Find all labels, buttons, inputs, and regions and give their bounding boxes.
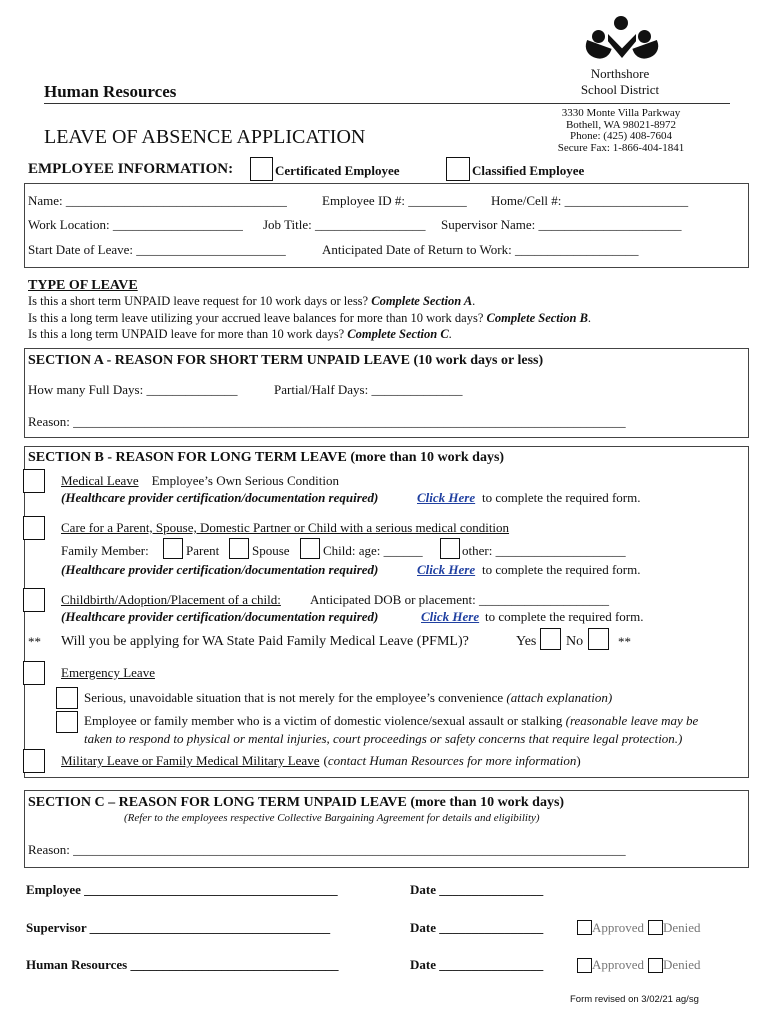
supervisor-date-field[interactable]: Date ________________ — [410, 920, 544, 935]
home-cell-field[interactable]: Home/Cell #: ___________________ — [491, 193, 689, 208]
supervisor-name-field[interactable]: Supervisor Name: ______________________ — [441, 217, 682, 232]
type-question-3-action: Complete Section C — [347, 327, 449, 341]
certificated-label: Certificated Employee — [275, 163, 400, 178]
employee-signature-field[interactable]: Employee _______________________________________ — [26, 882, 338, 897]
district-address — [548, 108, 694, 154]
other-checkbox[interactable] — [440, 538, 460, 559]
pfml-no-checkbox[interactable] — [588, 628, 609, 650]
care-click-here-link[interactable]: Click Here — [417, 562, 476, 577]
header-rule — [44, 103, 730, 104]
hr-approved-checkbox[interactable] — [577, 958, 592, 973]
district-name — [560, 66, 680, 98]
name-field[interactable]: Name: __________________________________ — [28, 193, 287, 208]
military-leave-row — [61, 753, 581, 769]
child-age-field[interactable]: Child: age: ______ — [323, 543, 423, 558]
partial-days-field[interactable]: Partial/Half Days: ______________ — [274, 382, 463, 397]
hr-denied-checkbox[interactable] — [648, 958, 663, 973]
type-question-1-text: Is this a short term UNPAID leave request for 10 work days or less? — [28, 294, 369, 308]
type-question-3-period: . — [448, 327, 452, 341]
hr-approved-label: Approved — [592, 957, 644, 972]
military-leave-checkbox[interactable] — [23, 749, 45, 773]
child-checkbox[interactable] — [300, 538, 320, 559]
work-location-field[interactable]: Work Location: ____________________ — [28, 217, 243, 232]
section-c-reason-field[interactable]: Reason: _____________________________________________________________________________________ — [28, 842, 626, 857]
type-question-2-text: Is this a long term leave utilizing your accrued leave balances for more than 10 work days? — [28, 311, 484, 325]
childbirth-cert-note: (Healthcare provider certification/documentation required) — [61, 609, 379, 624]
phone-number: Phone: (425) 408-7604 — [569, 130, 673, 142]
supervisor-approved-checkbox[interactable] — [577, 920, 592, 935]
medical-leave-checkbox[interactable] — [23, 469, 45, 493]
parent-label: Parent — [186, 543, 220, 558]
medical-click-here-link[interactable]: Click Here — [417, 490, 476, 505]
military-leave-label: Military Leave or Family Medical Military Leave — [61, 753, 320, 768]
anticipated-dob-field[interactable]: Anticipated DOB or placement: ____________________ — [310, 592, 609, 607]
supervisor-denied-label: Denied — [663, 920, 701, 935]
childbirth-label: Childbirth/Adoption/Placement of a child: — [61, 592, 281, 607]
emergency-serious-row — [84, 690, 612, 706]
employee-info-heading: EMPLOYEE INFORMATION: — [28, 161, 234, 177]
classified-label: Classified Employee — [472, 163, 585, 178]
hr-signature-field[interactable]: Human Resources ________________________________ — [26, 957, 339, 972]
care-complete-form: to complete the required form. — [482, 562, 641, 577]
emergency-serious-note: (attach explanation) — [506, 690, 613, 705]
hr-date-field[interactable]: Date ________________ — [410, 957, 544, 972]
return-date-field[interactable]: Anticipated Date of Return to Work: ___________________ — [322, 242, 639, 257]
pfml-marker-end: ** — [618, 634, 631, 649]
pfml-no-label: No — [566, 634, 584, 649]
emergency-dv-note-b: taken to respond to physical or mental injuries, court proceedings or safety concerns that require legal protection.) — [84, 731, 683, 746]
section-c-heading: SECTION C – REASON FOR LONG TERM UNPAID LEAVE (more than 10 work days) — [28, 795, 565, 810]
classified-checkbox[interactable] — [446, 157, 470, 181]
parent-checkbox[interactable] — [163, 538, 183, 559]
supervisor-denied-checkbox[interactable] — [648, 920, 663, 935]
hr-denied-label: Denied — [663, 957, 701, 972]
military-paren-open: ( — [323, 753, 328, 768]
fax-number: Secure Fax: 1-866-404-1841 — [557, 141, 685, 154]
emergency-leave-checkbox[interactable] — [23, 661, 45, 685]
family-member-label: Family Member: — [61, 543, 149, 558]
type-of-leave-heading: TYPE OF LEAVE — [28, 278, 138, 293]
childbirth-complete-form: to complete the required form. — [485, 609, 644, 624]
care-family-checkbox[interactable] — [23, 516, 45, 540]
supervisor-signature-field[interactable]: Supervisor _____________________________________ — [26, 920, 331, 935]
childbirth-checkbox[interactable] — [23, 588, 45, 612]
job-title-field[interactable]: Job Title: _________________ — [263, 217, 426, 232]
employee-date-field[interactable]: Date ________________ — [410, 882, 544, 897]
form-title: LEAVE OF ABSENCE APPLICATION — [44, 126, 366, 148]
section-a-reason-field[interactable]: Reason: _____________________________________________________________________________________ — [28, 414, 626, 429]
emergency-dv-text: Employee or family member who is a victim of domestic violence/sexual assault or stalking — [84, 713, 563, 728]
emergency-serious-text: Serious, unavoidable situation that is not merely for the employee’s convenience — [84, 690, 504, 705]
district-logo — [584, 16, 660, 62]
spouse-checkbox[interactable] — [229, 538, 249, 559]
pfml-question: Will you be applying for WA State Paid Family Medical Leave (PFML)? — [61, 634, 469, 649]
type-question-2 — [28, 311, 591, 326]
pfml-marker: ** — [28, 634, 41, 649]
section-c-subheading: (Refer to the employees respective Collective Bargaining Agreement for details and eligibility) — [124, 812, 540, 824]
medical-leave-row — [61, 473, 339, 489]
medical-leave-desc: Employee’s Own Serious Condition — [151, 473, 340, 488]
type-question-2-action: Complete Section B — [486, 311, 588, 325]
district-name-line-1: Northshore — [590, 66, 650, 81]
section-a-heading: SECTION A - REASON FOR SHORT TERM UNPAID LEAVE (10 work days or less) — [28, 353, 544, 368]
form-revision-note: Form revised on 3/02/21 ag/sg — [570, 994, 699, 1005]
type-question-1-period: . — [472, 294, 476, 308]
emergency-leave-label: Emergency Leave — [61, 665, 155, 680]
emergency-dv-checkbox[interactable] — [56, 711, 78, 733]
pfml-yes-checkbox[interactable] — [540, 628, 561, 650]
department-title: Human Resources — [44, 82, 177, 101]
childbirth-click-here-link[interactable]: Click Here — [421, 609, 480, 624]
military-paren-close: ) — [576, 753, 581, 768]
start-date-field[interactable]: Start Date of Leave: _______________________ — [28, 242, 286, 257]
military-leave-note: contact Human Resources for more information — [327, 753, 577, 768]
emergency-dv-note-a: (reasonable leave may be — [565, 713, 699, 728]
other-field[interactable]: other: ____________________ — [462, 543, 626, 558]
address-line-2: Bothell, WA 98021-8972 — [565, 118, 677, 131]
supervisor-approved-label: Approved — [592, 920, 644, 935]
address-line-1: 3330 Monte Villa Parkway — [561, 107, 681, 119]
care-family-label: Care for a Parent, Spouse, Domestic Partner or Child with a serious medical condition — [61, 520, 510, 535]
district-name-line-2: School District — [580, 82, 660, 97]
emergency-dv-row — [84, 713, 698, 729]
employee-id-field[interactable]: Employee ID #: _________ — [322, 193, 467, 208]
full-days-field[interactable]: How many Full Days: ______________ — [28, 382, 238, 397]
type-question-2-period: . — [587, 311, 592, 325]
medical-leave-label: Medical Leave — [61, 473, 139, 488]
section-b-heading: SECTION B - REASON FOR LONG TERM LEAVE (more than 10 work days) — [28, 450, 505, 465]
type-question-3-text: Is this a long term UNPAID leave for more than 10 work days? — [28, 327, 345, 341]
type-question-1-action: Complete Section A — [371, 294, 473, 308]
emergency-serious-checkbox[interactable] — [56, 687, 78, 709]
spouse-label: Spouse — [252, 543, 290, 558]
care-cert-note: (Healthcare provider certification/documentation required) — [61, 562, 379, 577]
certificated-checkbox[interactable] — [250, 157, 273, 181]
medical-cert-note: (Healthcare provider certification/documentation required) — [61, 490, 379, 505]
type-question-1 — [28, 294, 475, 309]
medical-complete-form: to complete the required form. — [482, 490, 641, 505]
pfml-yes-label: Yes — [516, 634, 537, 649]
type-question-3 — [28, 327, 452, 342]
